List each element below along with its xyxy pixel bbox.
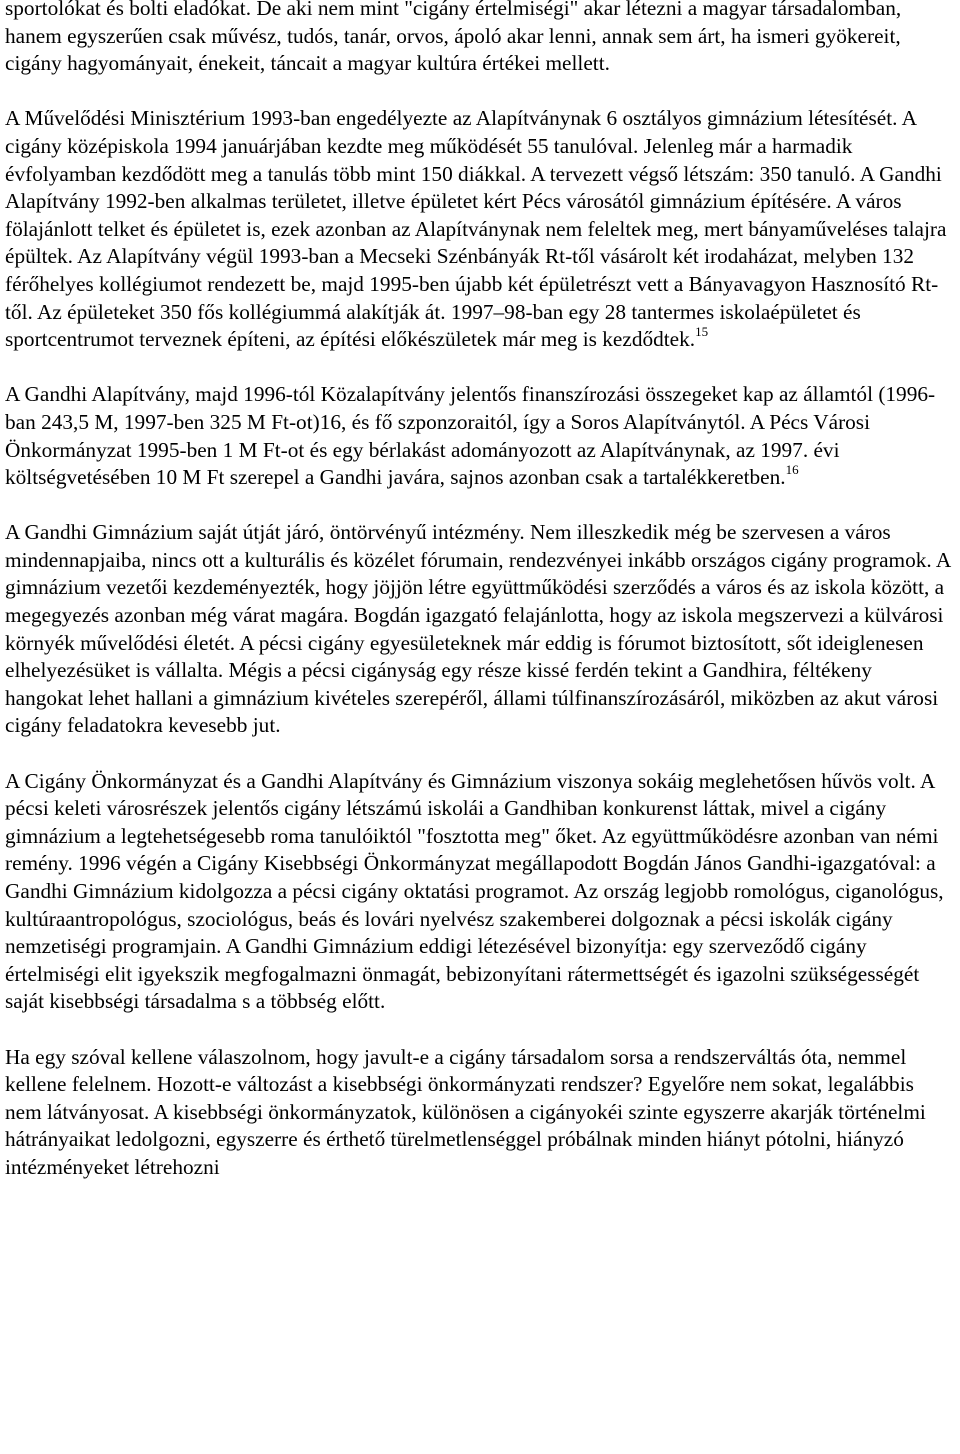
document-page xyxy=(5,0,955,1209)
footnote-ref-15: 15 xyxy=(695,324,709,340)
footnote-ref-16: 16 xyxy=(785,462,799,477)
paragraph-5 xyxy=(5,768,955,1016)
paragraph-4 xyxy=(5,519,955,740)
paragraph-4-text: A Gandhi Gimnázium saját útját járó, öntörvényű intézmény. Nem illeszkedik még be szervesen a város mindennapjaiba, nincs ott a kulturális és közélet fórumain, rendezvényei inkább országos cigány programok. A gimnázium vezetői kezdeményezték, hogy jöjjön létre együttműködési szerződés a város és az iskola között, a megegyezés azonban még várat magára. Bogdán igazgató felajánlotta, hogy az iskola megszervezi a külvárosi környék művelődési életét. A pécsi cigány egyesületeknek már eddig is fórumot biztosított, sőt ideiglenesen elhelyezésüket is vállalta. Mégis a pécsi cigányság egy része kissé ferdén tekint a Gandhira, féltékeny hangokat lehet hallani a gimnázium kivételes szerepéről, állami túlfinanszírozásáról, miközben az akut városi cigány feladatokra kevesebb jut. xyxy=(5,520,951,738)
paragraph-1 xyxy=(5,0,955,78)
paragraph-6 xyxy=(5,1044,955,1182)
paragraph-2 xyxy=(5,105,955,353)
paragraph-2-text: A Művelődési Minisztérium 1993-ban engedélyezte az Alapítványnak 6 osztályos gimnázium létesítését. A cigány középiskola 1994 januárjában kezdte meg működését 55 tanulóval. Jelenleg már a harmadik évfolyamban kezdődött meg a tanulás több mint 150 diákkal. A tervezett végső létszám: 350 tanuló. A Gandhi Alapítvány 1992-ben alkalmas területet, illetve épületet kért Pécs városától gimnázium építésére. A város fölajánlott telket és épületet is, ezek azonban az Alapítványnak nem feleltek meg, mert bányaműveléses talajra épültek. Az Alapítvány végül 1993-ban a Mecseki Szénbányák Rt-től vásárolt két irodaházat, melyben 132 férőhelyes kollégiumot rendezett be, majd 1995-ben újabb két épületrészt vett a Bányavagyon Hasznosító Rt-től. Az épületeket 350 fős kollégiummá alakítják át. 1997–98-ban egy 28 tantermes iskolaépületet és sportcentrumot terveznek építeni, az építési előkészületek már meg is kezdődtek. xyxy=(5,106,947,352)
paragraph-5-text: A Cigány Önkormányzat és a Gandhi Alapítvány és Gimnázium viszonya sokáig meglehetősen hűvös volt. A pécsi keleti városrészek jelentős cigány létszámú iskolái a Gandhiban konkurenst láttak, mivel a cigány gimnázium a legtehetségesebb roma tanulóiktól "fosztotta meg" őket. Az együttműködésre azonban van némi remény. 1996 végén a Cigány Kisebbségi Önkormányzat megállapodott Bogdán János Gandhi-igazgatóval: a Gandhi Gimnázium kidolgozza a pécsi cigány oktatási programot. Az ország legjobb romológus, ciganológus, kultúraantropológus, szociológus, beás és lovári nyelvész szakemberei dolgoznak a pécsi iskolák cigány nemzetiségi programjain. A Gandhi Gimnázium eddigi létezésével bizonyítja: egy szerveződő cigány értelmiségi elit igyekszik megfogalmazni önmagát, bebizonyítani rátermettségét és igazolni szükségességét saját kisebbségi társadalma s a többség előtt. xyxy=(5,768,944,1014)
paragraph-3-text: A Gandhi Alapítvány, majd 1996-tól Közalapítvány jelentős finanszírozási összegeket kap az államtól (1996-ban 243,5 M, 1997-ben 325 M Ft-ot)16, és fő szponzoraitól, így a Soros Alapítványtól. A Pécs Városi Önkormányzat 1995-ben 1 M Ft-ot és egy bérlakást adományozott az Alapítványnak, az 1997. évi költségvetésében 10 M Ft szerepel a Gandhi javára, sajnos azonban csak a tartalékkeretben. xyxy=(5,382,936,490)
paragraph-6-text: Ha egy szóval kellene válaszolnom, hogy javult-e a cigány társadalom sorsa a rendszerváltás óta, nemmel kellene felelnem. Hozott-e változást a kisebbségi önkormányzati rendszer? Egyelőre nem sokat, legalábbis nem látványosat. A kisebbségi önkormányzatok, különösen a cigányokéi szinte egyszerre akarják történelmi hátrányaikat ledolgozni, egyszerre és érthető türelmetlenséggel próbálnak minden hiányt pótolni, hiányzó intézményeket létrehozni xyxy=(5,1044,926,1179)
paragraph-1-text: sportolókat és bolti eladókat. De aki nem mint "cigány értelmiségi" akar létezni a magyar társadalomban, hanem egyszerűen csak művész, tudós, tanár, orvos, ápoló akar lenni, annak sem árt, ha ismeri gyökereit, cigány hagyományait, énekeit, táncait a magyar kultúra értékei mellett. xyxy=(5,0,902,76)
paragraph-3 xyxy=(5,381,955,491)
